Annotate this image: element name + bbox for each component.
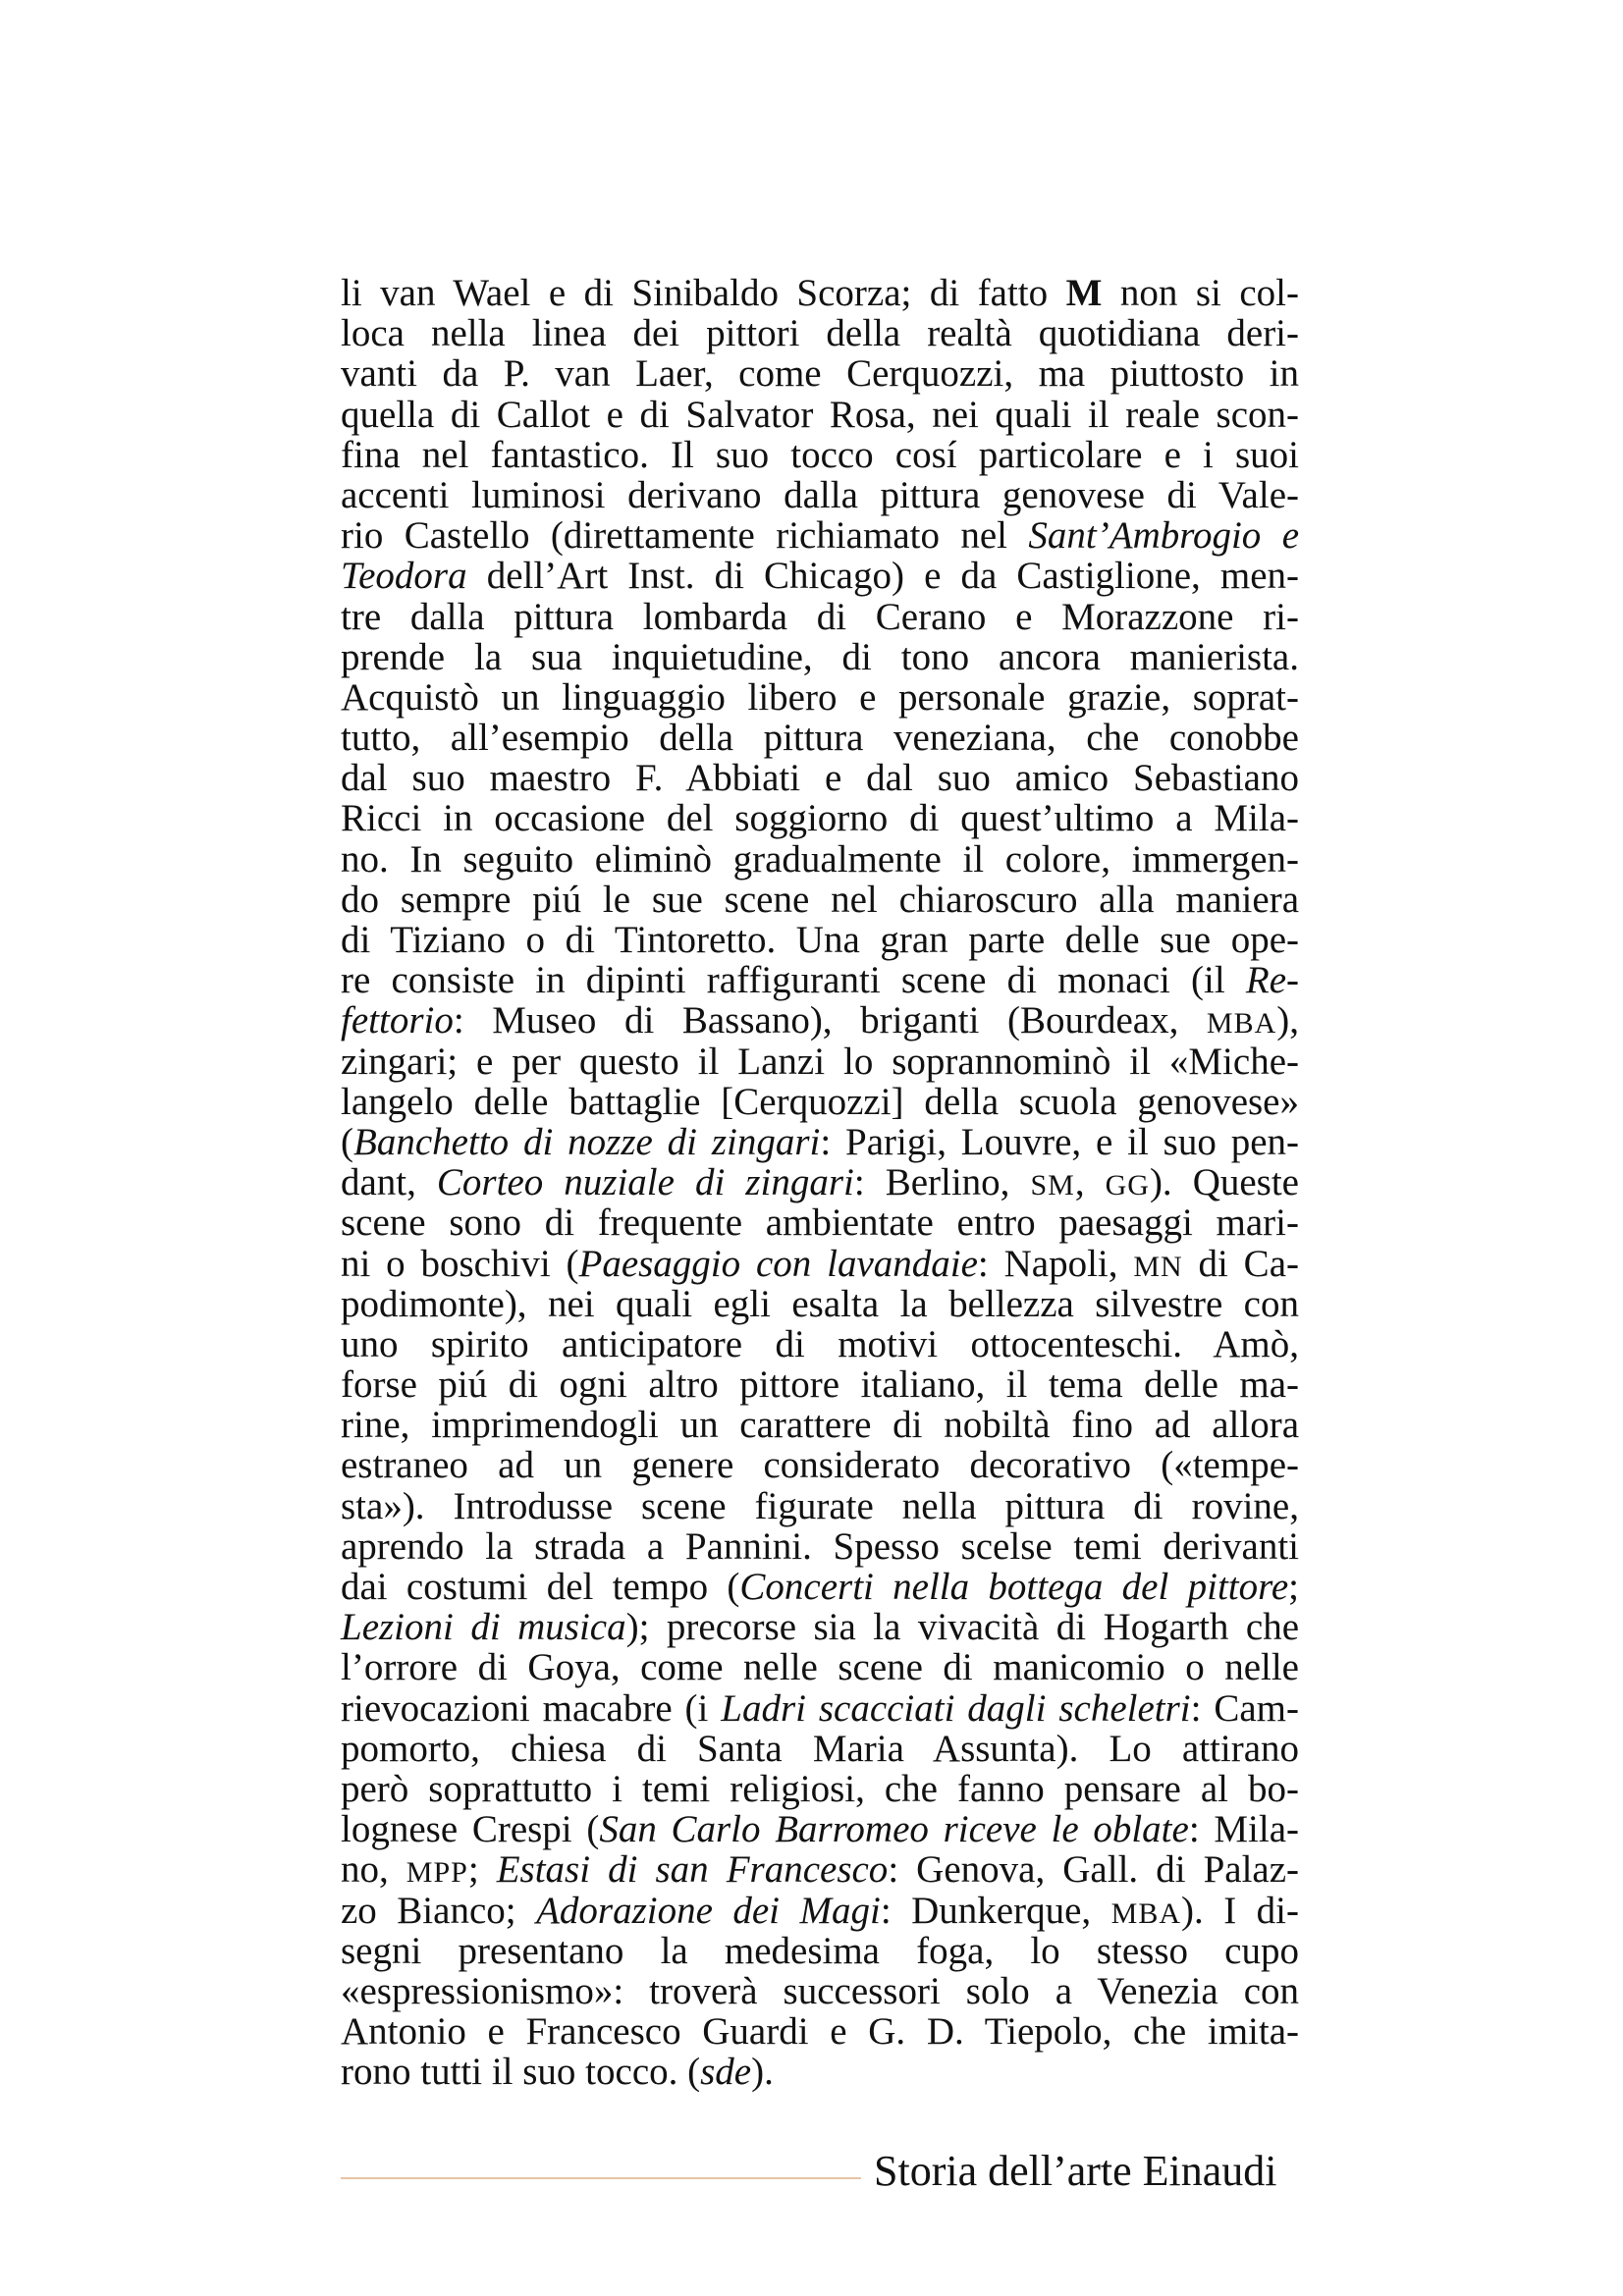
text-line: [341, 1041, 1299, 1082]
text-segment: ),: [1276, 999, 1299, 1042]
text-segment: li van Wael e di Sinibaldo Scorza; di fatto: [341, 272, 1066, 314]
text-line: [341, 1891, 1299, 1931]
text-segment: ). I di-: [1181, 1889, 1299, 1932]
text-segment: Teodora: [341, 555, 467, 598]
text-segment: estraneo ad un genere considerato decorativo («tempe-: [341, 1444, 1299, 1487]
text-segment: ;: [467, 1848, 497, 1892]
text-line: [341, 798, 1299, 838]
text-line: [341, 1244, 1299, 1284]
text-line: [341, 1082, 1299, 1122]
text-segment: sde: [700, 2051, 752, 2094]
text-segment: MPP: [406, 1856, 468, 1890]
text-segment: Re-: [1245, 959, 1299, 1002]
text-line: [341, 1971, 1299, 2011]
text-segment: segni presentano la medesima foga, lo stesso cupo: [341, 1929, 1299, 1972]
text-segment: : Genova, Gall. di Palaz-: [888, 1848, 1300, 1892]
text-segment: ). Queste: [1149, 1161, 1299, 1204]
text-line: [341, 2052, 1299, 2092]
text-line: [341, 313, 1299, 353]
text-segment: San Carlo Barromeo riceve le oblate: [599, 1808, 1189, 1851]
text-line: [341, 1729, 1299, 1769]
body-text: [341, 273, 1299, 2092]
text-line: [341, 2011, 1299, 2052]
text-line: [341, 1000, 1299, 1041]
text-segment: : Dunkerque,: [880, 1889, 1111, 1932]
text-segment: lognese Crespi (: [341, 1808, 600, 1851]
text-segment: Estasi di san Francesco: [496, 1848, 889, 1892]
text-segment: Banchetto di nozze di zingari: [353, 1120, 821, 1163]
text-line: [341, 475, 1299, 515]
text-segment: MBA: [1110, 1896, 1181, 1930]
text-line: [341, 1526, 1299, 1567]
text-segment: no. In seguito eliminò gradualmente il colore, immergen-: [341, 837, 1299, 881]
text-segment: re consiste in dipinti raffiguranti scene di monaci (il: [341, 959, 1246, 1002]
text-segment: Ladri scacciati dagli scheletri: [721, 1686, 1191, 1730]
text-segment: podimonte), nei quali egli esalta la bellezza silvestre con: [341, 1282, 1299, 1325]
text-segment: scene sono di frequente ambientate entro paesaggi mari-: [341, 1201, 1299, 1245]
text-segment: dal suo maestro F. Abbiati e dal suo amico Sebastiano: [341, 757, 1299, 800]
text-segment: accenti luminosi derivano dalla pittura genovese di Vale-: [341, 473, 1299, 516]
text-line: [341, 1486, 1299, 1526]
text-segment: Corteo nuziale di zingari: [436, 1161, 854, 1204]
text-segment: non si col-: [1102, 272, 1299, 314]
text-segment: do sempre piú le sue scene nel chiaroscuro alla maniera: [341, 878, 1299, 921]
text-line: [341, 880, 1299, 920]
text-segment: : Parigi, Louvre, e il suo pen-: [820, 1120, 1299, 1163]
text-segment: tre dalla pittura lombarda di Cerano e Morazzone ri-: [341, 595, 1299, 638]
text-line: [341, 1405, 1299, 1445]
text-segment: quella di Callot e di Salvator Rosa, nei quali il reale scon-: [341, 393, 1299, 436]
text-segment: pomorto, chiesa di Santa Maria Assunta). Lo attirano: [341, 1727, 1299, 1770]
footer-rule: [341, 2177, 861, 2179]
text-segment: : Berlino,: [853, 1161, 1031, 1204]
text-segment: Acquistò un linguaggio libero e personale grazie, soprat-: [341, 675, 1299, 719]
text-line: [341, 1567, 1299, 1607]
text-line: [341, 1364, 1299, 1405]
text-segment: Ricci in occasione del soggiorno di quest’ultimo a Mila-: [341, 797, 1299, 840]
text-segment: tutto, all’esempio della pittura veneziana, che conobbe: [341, 717, 1299, 760]
text-line: [341, 1931, 1299, 1971]
text-segment: dell’Art Inst. di Chicago) e da Castiglione, men-: [466, 555, 1299, 598]
text-segment: aprendo la strada a Pannini. Spesso scelse temi derivanti: [341, 1524, 1299, 1568]
text-segment: prende la sua inquietudine, di tono ancora manierista.: [341, 635, 1299, 678]
text-segment: rievocazioni macabre (i: [341, 1686, 722, 1730]
text-line: [341, 1122, 1299, 1162]
text-segment: ;: [1288, 1566, 1299, 1608]
text-segment: l’orrore di Goya, come nelle scene di manicomio o nelle: [341, 1646, 1299, 1689]
text-segment: rine, imprimendogli un carattere di nobiltà fino ad allora: [341, 1404, 1299, 1447]
text-line: [341, 677, 1299, 718]
text-segment: ).: [751, 2051, 774, 2094]
text-segment: : Napoli,: [977, 1242, 1134, 1285]
text-segment: MN: [1133, 1250, 1183, 1283]
text-segment: forse piú di ogni altro pittore italiano, il tema delle ma-: [341, 1363, 1299, 1407]
text-segment: : Museo di Bassano), briganti (Bourdeax,: [453, 999, 1207, 1042]
text-segment: langelo delle battaglie [Cerquozzi] della scuola genovese»: [341, 1080, 1299, 1123]
text-line: [341, 435, 1299, 475]
text-line: [341, 1647, 1299, 1687]
text-segment: però soprattutto i temi religiosi, che fanno pensare al bo-: [341, 1767, 1299, 1810]
text-line: [341, 597, 1299, 637]
text-segment: rono tutti il suo tocco. (: [341, 2051, 701, 2094]
text-line: [341, 353, 1299, 394]
text-line: [341, 1445, 1299, 1485]
text-line: [341, 718, 1299, 758]
text-segment: ni o boschivi (: [341, 1242, 579, 1285]
text-line: [341, 395, 1299, 435]
text-segment: fettorio: [341, 999, 454, 1042]
text-segment: «espressionismo»: troverà successori solo a Venezia con: [341, 1969, 1299, 2012]
text-segment: MBA: [1206, 1007, 1277, 1041]
text-line: [341, 839, 1299, 880]
text-segment: (: [341, 1120, 353, 1163]
text-segment: GG: [1105, 1169, 1150, 1202]
text-segment: : Mila-: [1188, 1808, 1300, 1851]
text-segment: Concerti nella bottega del pittore: [739, 1566, 1289, 1608]
text-segment: Sant’Ambrogio e: [1028, 514, 1300, 558]
text-segment: dant,: [341, 1161, 437, 1204]
text-segment: ,: [1074, 1161, 1106, 1204]
text-segment: M: [1065, 272, 1103, 314]
text-segment: di Tiziano o di Tintoretto. Una gran parte delle sue ope-: [341, 919, 1299, 961]
text-segment: fina nel fantastico. Il suo tocco cosí particolare e i suoi: [341, 433, 1299, 476]
text-segment: zingari; e per questo il Lanzi lo soprannominò il «Miche-: [341, 1040, 1299, 1083]
text-segment: no,: [341, 1848, 406, 1892]
text-segment: rio Castello (direttamente richiamato nel: [341, 514, 1029, 558]
text-segment: di Ca-: [1182, 1242, 1299, 1285]
text-line: [341, 758, 1299, 798]
text-segment: zo Bianco;: [341, 1889, 537, 1932]
text-line: [341, 1324, 1299, 1364]
text-line: [341, 960, 1299, 1000]
text-line: [341, 273, 1299, 313]
text-segment: vanti da P. van Laer, come Cerquozzi, ma piuttosto in: [341, 352, 1299, 396]
text-line: [341, 556, 1299, 596]
text-segment: loca nella linea dei pittori della realtà quotidiana deri-: [341, 312, 1299, 355]
text-line: [341, 1162, 1299, 1202]
text-line: [341, 515, 1299, 556]
text-segment: Lezioni di musica: [341, 1606, 626, 1649]
text-line: [341, 1849, 1299, 1890]
text-line: [341, 1688, 1299, 1729]
text-segment: ); precorse sia la vivacità di Hogarth che: [625, 1606, 1300, 1649]
text-line: [341, 1284, 1299, 1324]
footer-title: Storia dell’arte Einaudi: [874, 2147, 1277, 2195]
text-line: [341, 1202, 1299, 1243]
text-segment: uno spirito anticipatore di motivi ottocenteschi. Amò,: [341, 1322, 1299, 1365]
text-line: [341, 1769, 1299, 1809]
text-segment: Paesaggio con lavandaie: [578, 1242, 978, 1285]
text-segment: Antonio e Francesco Guardi e G. D. Tiepolo, che imita-: [341, 2010, 1299, 2054]
text-line: [341, 637, 1299, 677]
text-segment: Adorazione dei Magi: [536, 1889, 881, 1932]
text-line: [341, 920, 1299, 960]
text-line: [341, 1809, 1299, 1849]
text-line: [341, 1607, 1299, 1647]
text-segment: sta»). Introdusse scene figurate nella pittura di rovine,: [341, 1484, 1299, 1527]
text-segment: : Cam-: [1190, 1686, 1300, 1730]
text-segment: SM: [1030, 1169, 1075, 1202]
text-segment: dai costumi del tempo (: [341, 1566, 740, 1608]
